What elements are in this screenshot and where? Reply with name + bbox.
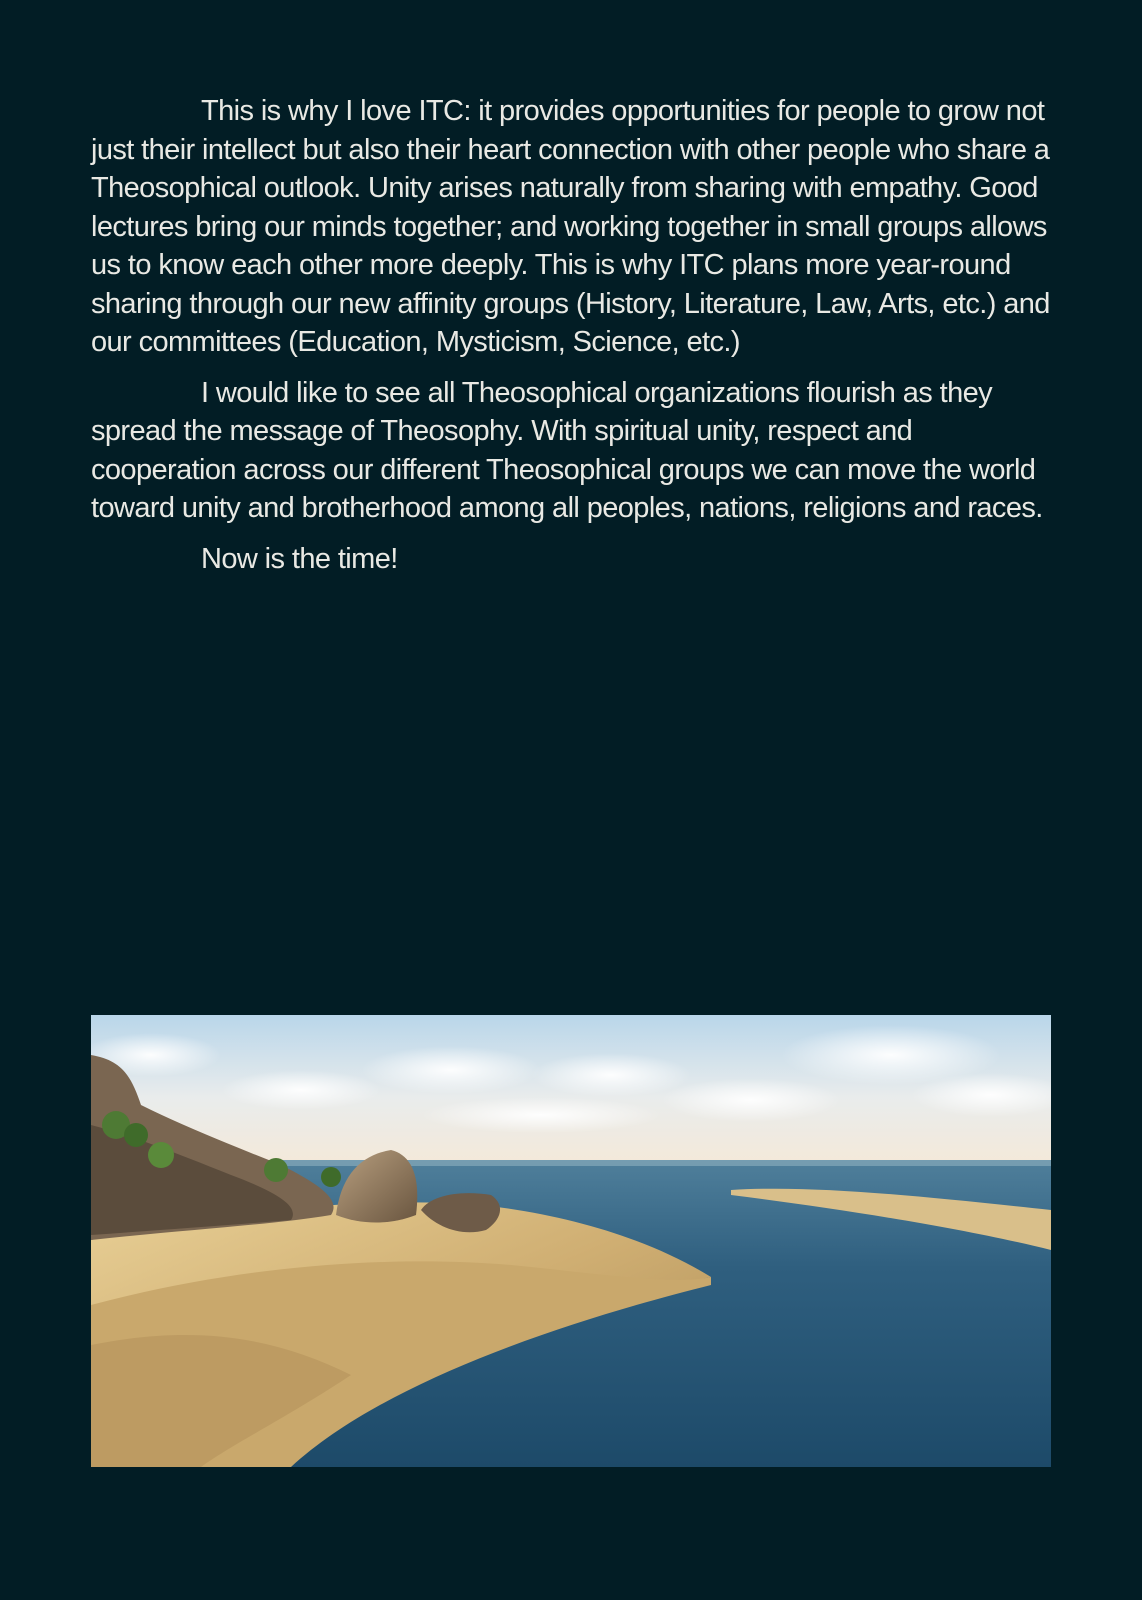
- paragraph-itc: This is why I love ITC: it provides opportunities for people to grow not just their intellect but also their heart connection with other people who share a Theosophical outlook. Unity arises naturally from sharing with empathy. Good lectures bring our minds together; and working together in small groups allows us to know each other more deeply. This is why ITC plans more year-round sharing through our new affinity groups (History, Literature, Law, Arts, etc.) and our committees (Education, Mysticism, Science, etc.): [91, 95, 1050, 358]
- paragraph-unity: I would like to see all Theosophical organizations flourish as they spread the message of Theosophy. With spiritual unity, respect and cooperation across our different Theosophical groups we can move the world toward unity and brotherhood among all peoples, nations, religions and races.: [91, 376, 1043, 524]
- body-text: [91, 92, 1051, 590]
- beach-ocean-image: [91, 1015, 1051, 1467]
- paragraph-closing: Now is the time!: [201, 542, 398, 575]
